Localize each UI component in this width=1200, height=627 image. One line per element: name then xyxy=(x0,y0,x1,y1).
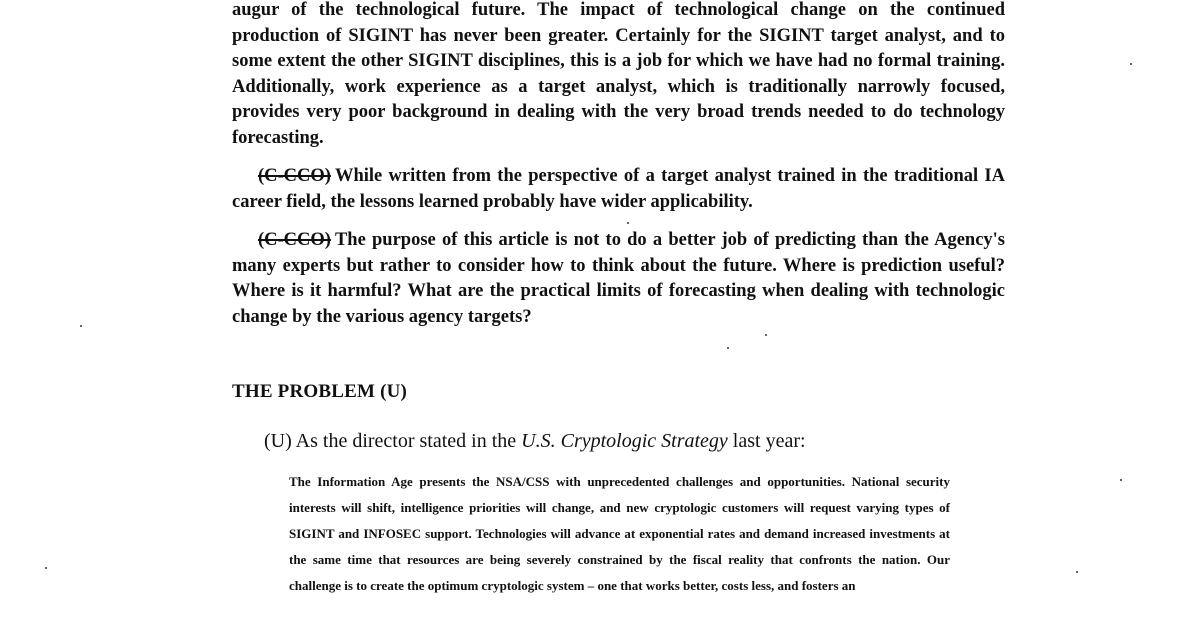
scan-speck xyxy=(1120,479,1122,481)
scan-speck xyxy=(627,222,629,224)
strategy-title: U.S. Cryptologic Strategy xyxy=(521,430,728,452)
paragraph-1-text: augur of the technological future. The impact of technological change on the continued production of SIGINT has never been greater. Certainly for the SIGINT target analyst, and to some extent the other SIGINT disciplines, this is a job for which we have had no formal training. Additionally, work experience as a target analyst, which is traditionally narrowly focused, provides very poor background in dealing with the very broad trends needed to do technology forecasting. xyxy=(232,0,1005,148)
paragraph-3 xyxy=(232,228,1005,330)
scan-speck xyxy=(1076,571,1078,573)
paragraph-2-text: While written from the perspective of a target analyst trained in the traditional IA career field, the lessons learned probably have wider applicability. xyxy=(232,166,1005,212)
classification-marking: (C-CCO) xyxy=(258,166,331,186)
classification-marking: (C-CCO) xyxy=(258,230,331,250)
paragraph-3-text: The purpose of this article is not to do a better job of predicting than the Agency's many experts but rather to consider how to think about the future. Where is prediction useful? Where is it harmful? What are the practical limits of forecasting when dealing with technologic change by the various agency targets? xyxy=(232,230,1005,327)
scan-speck xyxy=(80,325,82,327)
quote-intro xyxy=(264,430,806,453)
block-quote: The Information Age presents the NSA/CSS with unprecedented challenges and opportunities. National security interests will shift, intelligence priorities will change, and new cryptologic customers will request varying types of SIGINT and INFOSEC support. Technologies will advance at exponential rates and demand increased investments at the same time that resources are being severely constrained by the fiscal reality that confronts the nation. Our challenge is to create the optimum cryptologic system – one that works better, costs less, and fosters an xyxy=(289,474,950,593)
scan-speck xyxy=(765,334,767,336)
scan-speck xyxy=(1130,63,1132,65)
section-heading: THE PROBLEM (U) xyxy=(232,381,408,402)
paragraph-2 xyxy=(232,164,1005,215)
quote-intro-suffix: last year: xyxy=(727,430,806,452)
quote-intro-prefix: (U) As the director stated in the xyxy=(264,430,522,452)
scan-speck xyxy=(45,567,47,569)
paragraph-1 xyxy=(232,0,1005,151)
scan-speck xyxy=(727,347,729,349)
